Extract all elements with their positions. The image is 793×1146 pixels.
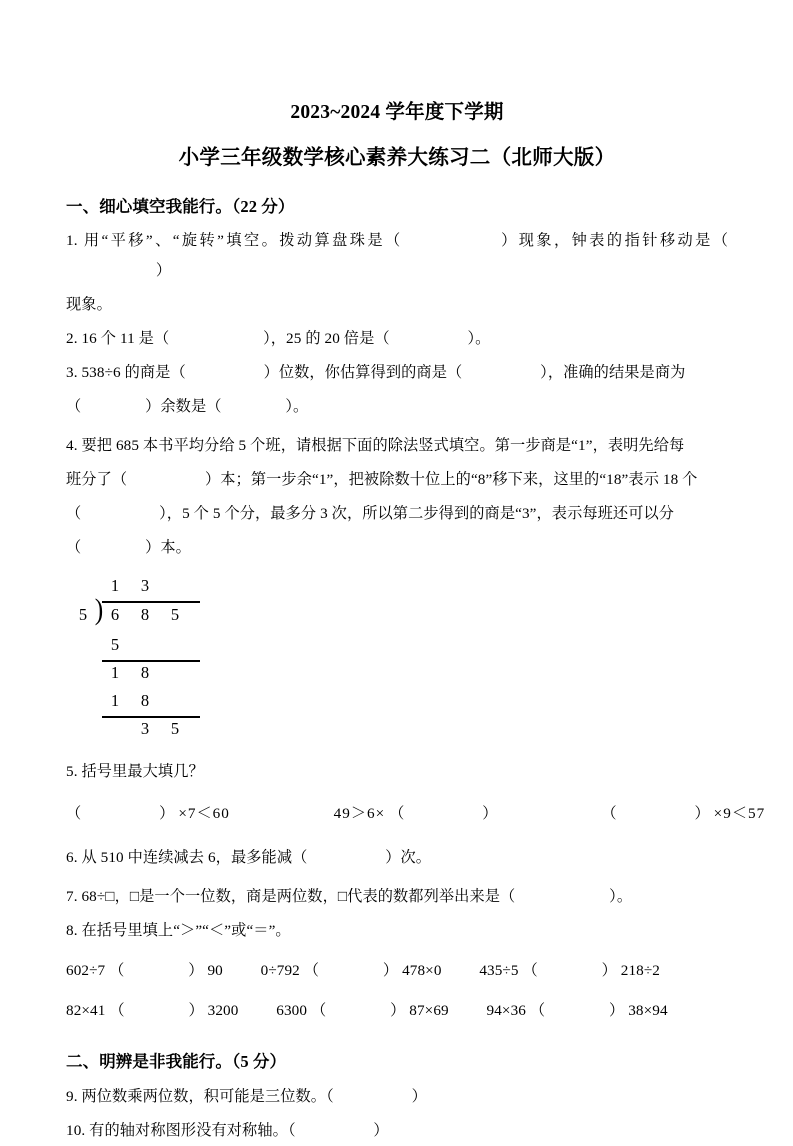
q5-expr-2-head: 49＞6× <box>333 805 386 823</box>
question-3-part-4: （ <box>66 398 82 416</box>
compare-right: 3200 <box>207 1002 239 1020</box>
question-4-line-2 <box>66 461 728 495</box>
paren-close: ） <box>188 1002 204 1020</box>
division-dividend-digit: 8 <box>140 605 150 625</box>
division-bracket-icon: ) <box>94 593 104 627</box>
compare-left: 94×36 <box>486 1002 526 1020</box>
question-8-row-2 <box>66 986 728 1026</box>
paren-close: ） <box>601 962 617 980</box>
question-6 <box>66 829 728 873</box>
compare-left: 6300 <box>276 1002 308 1020</box>
paren-open: （ <box>109 1002 125 1020</box>
question-6-part-1: 6. 从 510 中连续减去 6，最多能减（ <box>66 849 308 867</box>
compare-right: 478×0 <box>402 962 442 980</box>
question-3-part-2: ）位数，你估算得到的商是（ <box>263 364 463 382</box>
division-rule-1 <box>102 660 200 661</box>
paren-close: ） <box>482 805 498 823</box>
question-4-part-4: （ <box>66 505 82 523</box>
paren-open: （ <box>389 805 405 823</box>
question-10-part-2: ） <box>373 1121 389 1139</box>
page-content <box>66 0 766 1146</box>
compare-item <box>66 956 223 986</box>
division-step1-remainder-digit: 8 <box>140 663 150 683</box>
question-4-part-1: 4. 要把 685 本书平均分给 5 个班，请根据下面的除法竖式填空。第一步商是“1”，表明先给每 <box>66 437 685 455</box>
compare-right: 87×69 <box>409 1002 449 1020</box>
paren-open: （ <box>529 1002 546 1020</box>
compare-item <box>261 956 442 986</box>
paren-close: ） <box>188 962 204 980</box>
question-3-part-1: 3. 538÷6 的商是（ <box>66 364 186 382</box>
question-10-part-1: 10. 有的轴对称图形没有对称轴。（ <box>66 1121 296 1139</box>
q5-expr-1-tail: ×7＜60 <box>178 805 230 823</box>
question-3-continued <box>66 388 728 422</box>
question-5-prompt: 5. 括号里最大填几？ <box>66 763 204 781</box>
section-heading-1: 一、细心填空我能行。（22 分） <box>66 196 295 216</box>
question-8-prompt: 8. 在括号里填上“＞”“＜”或“＝”。 <box>66 922 291 940</box>
paren-close: ） <box>159 805 175 823</box>
question-4-part-3: ）本；第一步余“1”，把被除数十位上的“8”移下来，这里的“18”表示 18 个 <box>204 471 698 489</box>
compare-left: 435÷5 <box>479 962 519 980</box>
question-2 <box>66 320 728 354</box>
q5-expr-2 <box>334 799 498 829</box>
division-dividend-digit: 6 <box>110 605 120 625</box>
question-4-line-3 <box>66 495 728 529</box>
compare-item <box>66 996 238 1026</box>
question-4-part-7: ）本。 <box>145 539 191 557</box>
paren-close: ） <box>609 1002 625 1020</box>
division-vinculum <box>102 601 200 602</box>
question-1-part-3: ） <box>155 262 172 280</box>
q5-expr-3 <box>601 799 765 829</box>
compare-item <box>276 996 448 1026</box>
question-8 <box>66 912 728 946</box>
page-title-main: 小学三年级数学核心素养大练习二（北师大版） <box>178 147 616 170</box>
question-1-part-2: ）现象，钟表的指针移动是（ <box>501 232 729 250</box>
compare-right: 38×94 <box>628 1002 668 1020</box>
paren-close: ） <box>694 805 710 823</box>
question-9-part-1: 9. 两位数乘两位数，积可能是三位数。（ <box>66 1087 334 1105</box>
paren-open: （ <box>109 962 125 980</box>
section-heading-2: 二、明辨是非我能行。（5 分） <box>66 1052 287 1072</box>
division-step1-product: 5 <box>110 635 120 655</box>
question-3-part-6: ）。 <box>285 398 309 416</box>
division-step2-product-digit: 1 <box>110 691 120 711</box>
paren-open: （ <box>601 805 617 823</box>
division-step1-remainder-digit: 1 <box>110 663 120 683</box>
question-4-line-4 <box>66 529 728 563</box>
paren-open: （ <box>522 962 538 980</box>
compare-item <box>479 956 660 986</box>
division-step2-product-digit: 8 <box>140 691 150 711</box>
question-9 <box>66 1073 728 1112</box>
question-2-part-1: 2. 16 个 11 是（ <box>66 330 170 348</box>
compare-left: 602÷7 <box>66 962 106 980</box>
division-final-remainder-digit: 5 <box>170 719 180 739</box>
division-dividend-digit: 5 <box>170 605 180 625</box>
division-rule-2 <box>102 716 200 717</box>
question-6-part-2: ）次。 <box>385 849 432 867</box>
q5-expr-3-tail: ×9＜57 <box>713 805 766 823</box>
question-1-part-4: 现象。 <box>66 296 112 314</box>
long-division-diagram <box>74 575 304 739</box>
question-1-continued <box>66 286 728 320</box>
compare-right: 90 <box>207 962 223 980</box>
question-4-part-5: ），5 个 5 个分，最多分 3 次，所以第二步得到的商是“3”，表示每班还可以分 <box>159 505 675 523</box>
question-3-part-3: ），准确的结果是商为 <box>540 364 686 382</box>
question-4-part-6: （ <box>66 539 82 557</box>
question-4-part-2: 班分了（ <box>66 471 128 489</box>
page-title-year: 2023~2024 学年度下学期 <box>290 102 504 123</box>
paren-open: （ <box>303 962 320 980</box>
question-1-part-1: 1. 用“平移”、“旋转”填空。拨动算盘珠是（ <box>66 232 403 250</box>
division-quotient-digit: 1 <box>110 576 120 596</box>
paren-open: （ <box>310 1002 327 1020</box>
q5-expr-1 <box>66 799 230 829</box>
compare-left: 0÷792 <box>260 962 300 980</box>
question-2-part-3: ）。 <box>467 330 491 348</box>
question-3 <box>66 354 728 388</box>
compare-left: 82×41 <box>66 1002 106 1020</box>
question-4 <box>66 422 728 461</box>
paren-close: ） <box>382 962 399 980</box>
question-10 <box>66 1112 728 1146</box>
question-3-part-5: ）余数是（ <box>145 398 222 416</box>
compare-right: 218÷2 <box>620 962 660 980</box>
paren-open: （ <box>66 805 82 823</box>
compare-item <box>487 996 668 1026</box>
question-1 <box>66 217 728 286</box>
division-divisor: 5 <box>78 605 88 625</box>
question-5-expressions <box>66 787 766 829</box>
question-8-row-1 <box>66 946 728 986</box>
paren-close: ） <box>390 1002 406 1020</box>
question-7 <box>66 873 728 912</box>
question-7-part-1: 7. 68÷□，□是一个一位数，商是两位数，□代表的数都列举出来是（ <box>66 888 516 906</box>
question-9-part-2: ） <box>411 1087 427 1105</box>
division-quotient-digit: 3 <box>140 576 150 596</box>
question-2-part-2: ），25 的 20 倍是（ <box>263 330 390 348</box>
question-7-part-2: ）。 <box>609 888 633 906</box>
division-final-remainder-digit: 3 <box>140 719 150 739</box>
